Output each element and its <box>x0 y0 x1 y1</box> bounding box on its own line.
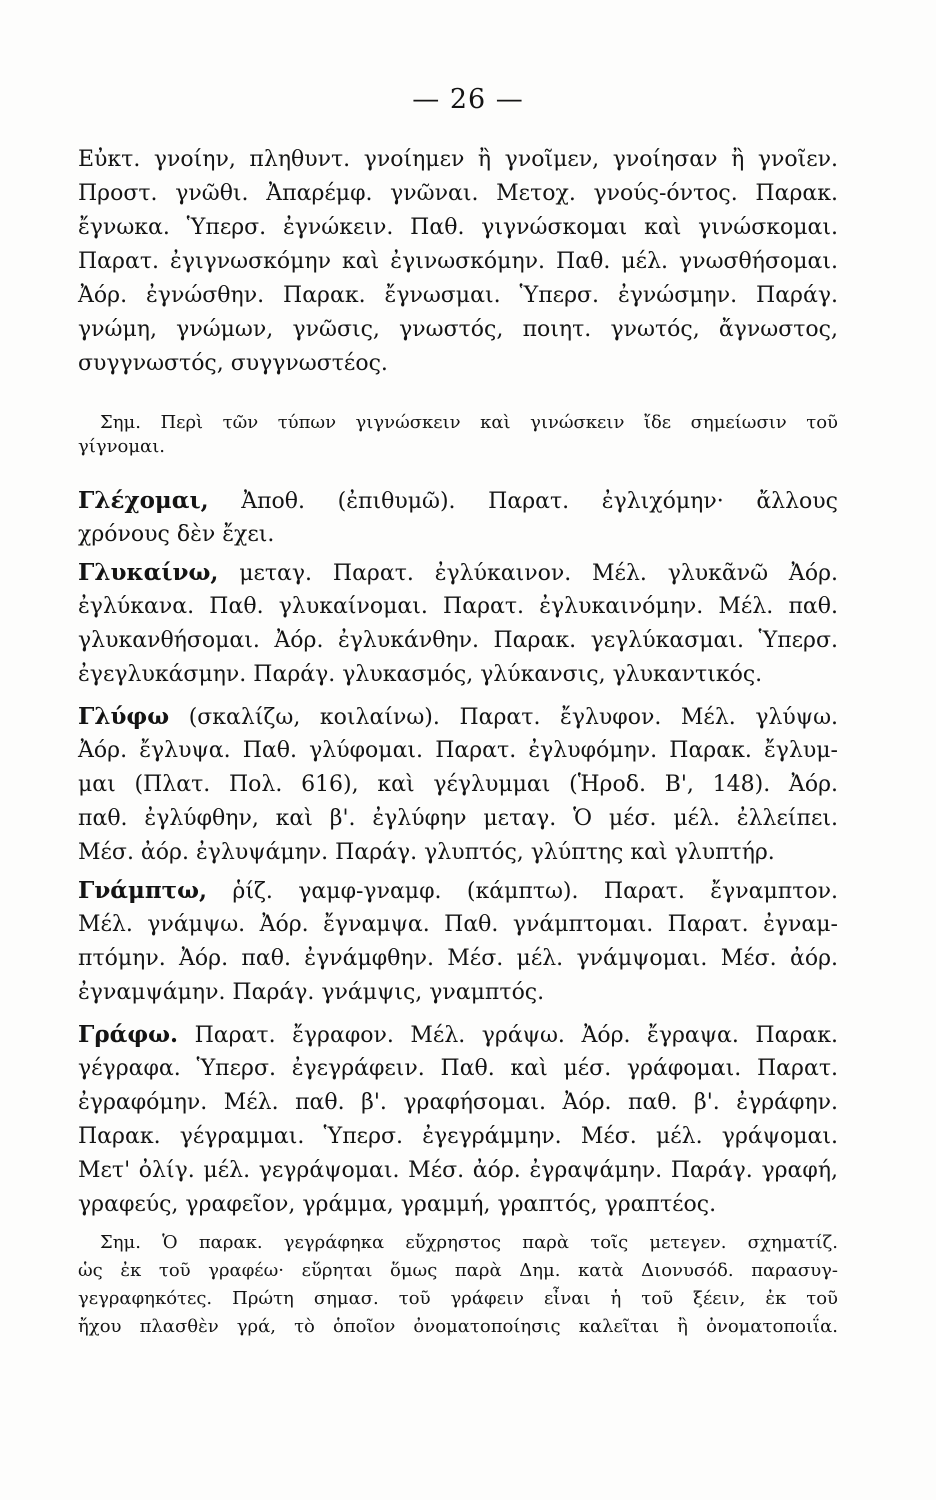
entry-text: Ἀποθ. (ἐπιθυμῶ). Παρατ. ἐγλιχόμην· ἄλλους <box>208 489 838 514</box>
entry-headword: Γλύφω <box>78 703 170 730</box>
text-line: μαι (Πλατ. Πολ. 616), καὶ γέγλυμμαι (Ἡροδ. Β', 148). Ἀόρ. <box>78 772 838 797</box>
text-line: ἐγραφόμην. Μέλ. παθ. β'. γραφήσομαι. Ἀόρ. παθ. β'. ἐγράφην. <box>78 1090 838 1115</box>
text-line: ἔγνωκα. Ὑπερσ. ἐγνώκειν. Παθ. γιγνώσκομαι καὶ γινώσκομαι. <box>78 215 838 240</box>
entry-headword: Γνάμπτω, <box>78 877 208 904</box>
note-line: γίγνομαι. <box>78 436 165 457</box>
text-line: ἐγλύκανα. Παθ. γλυκαίνομαι. Παρατ. ἐγλυκαινόμην. Μέλ. παθ. <box>78 594 838 619</box>
note-line: Σημ. Ὁ παρακ. γεγράφηκα εὔχρηστος παρὰ τοῖς μετεγεν. σχηματίζ. <box>100 1232 838 1253</box>
note-line: γεγραφηκότες. Πρώτη σημασ. τοῦ γράφειν εἶναι ἡ τοῦ ξέειν, ἐκ τοῦ <box>78 1288 838 1309</box>
text-line: χρόνους δὲν ἔχει. <box>78 522 275 547</box>
entry-text: (σκαλίζω, κοιλαίνω). Παρατ. ἔγλυφον. Μέλ. γλύψω. <box>169 705 838 730</box>
text-line: πτόμην. Ἀόρ. παθ. ἐγνάμφθην. Μέσ. μέλ. γνάμψομαι. Μέσ. ἀόρ. <box>78 946 838 971</box>
entry-text: Παρατ. ἔγραφον. Μέλ. γράψω. Ἀόρ. ἔγραψα. Παρακ. <box>178 1023 838 1048</box>
text-line: ἐγεγλυκάσμην. Παράγ. γλυκασμός, γλύκανσις, γλυκαντικός. <box>78 662 763 687</box>
entry-headword: Γράφω. <box>78 1021 179 1048</box>
text-line <box>78 700 838 734</box>
text-line: Ἀόρ. ἐγνώσθην. Παρακ. ἔγνωσμαι. Ὑπερσ. ἐγνώσμην. Παράγ. <box>78 283 838 308</box>
text-line: Ἀόρ. ἔγλυψα. Παθ. γλύφομαι. Παρατ. ἐγλυφόμην. Παρακ. ἔγλυμ- <box>78 738 838 763</box>
text-line <box>78 484 838 518</box>
entry-headword: Γλυκαίνω, <box>78 559 219 586</box>
text-line: γραφεύς, γραφεῖον, γράμμα, γραμμή, γραπτός, γραπτέος. <box>78 1192 717 1217</box>
note-line: Σημ. Περὶ τῶν τύπων γιγνώσκειν καὶ γινώσκειν ἴδε σημείωσιν τοῦ <box>100 412 838 433</box>
text-line: παθ. ἐγλύφθην, καὶ β'. ἐγλύφην μεταγ. Ὁ μέσ. μέλ. ἐλλείπει. <box>78 806 838 831</box>
text-line: συγγνωστός, συγγνωστέος. <box>78 351 388 376</box>
entry-headword: Γλέχομαι, <box>78 487 209 514</box>
page-number: — 26 — <box>412 84 524 115</box>
text-line: Παρακ. γέγραμμαι. Ὑπερσ. ἐγεγράμμην. Μέσ. μέλ. γράψομαι. <box>78 1124 838 1149</box>
text-line: γλυκανθήσομαι. Ἀόρ. ἐγλυκάνθην. Παρακ. γεγλύκασμαι. Ὑπερσ. <box>78 628 838 653</box>
text-line: γνώμη, γνώμων, γνῶσις, γνωστός, ποιητ. γνωτός, ἄγνωστος, <box>78 317 838 342</box>
text-line: Εὐκτ. γνοίην, πληθυντ. γνοίημεν ἢ γνοῖμεν, γνοίησαν ἢ γνοῖεν. <box>78 147 838 172</box>
text-line <box>78 874 838 908</box>
entry-text: μεταγ. Παρατ. ἐγλύκαινον. Μέλ. γλυκᾶνῶ Ἀόρ. <box>218 561 838 586</box>
entry-text: ῥίζ. γαμφ-γναμφ. (κάμπτω). Παρατ. ἔγναμπτον. <box>207 879 838 904</box>
text-line: Μέλ. γνάμψω. Ἀόρ. ἔγναμψα. Παθ. γνάμπτομαι. Παρατ. ἐγναμ- <box>78 912 838 937</box>
text-line <box>78 1018 838 1052</box>
text-line: Προστ. γνῶθι. Ἀπαρέμφ. γνῶναι. Μετοχ. γνούς-όντος. Παρακ. <box>78 181 838 206</box>
text-line: ἐγναμψάμην. Παράγ. γνάμψις, γναμπτός. <box>78 980 545 1005</box>
note-line: ὡς ἐκ τοῦ γραφέω· εὕρηται ὅμως παρὰ Δημ. κατὰ Διονυσόδ. παρασυγ- <box>78 1260 838 1281</box>
note-line: ἤχου πλασθὲν γρά, τὸ ὁποῖον ὀνοματοποίησις καλεῖται ἢ ὀνοματοποιΐα. <box>78 1316 838 1337</box>
text-line: γέγραφα. Ὑπερσ. ἐγεγράφειν. Παθ. καὶ μέσ. γράφομαι. Παρατ. <box>78 1056 838 1081</box>
text-line <box>78 556 838 590</box>
text-line: Μετ' ὀλίγ. μέλ. γεγράψομαι. Μέσ. ἀόρ. ἐγραψάμην. Παράγ. γραφή, <box>78 1158 838 1183</box>
text-line: Παρατ. ἐγιγνωσκόμην καὶ ἐγινωσκόμην. Παθ. μέλ. γνωσθήσομαι. <box>78 249 838 274</box>
text-line: Μέσ. ἀόρ. ἐγλυψάμην. Παράγ. γλυπτός, γλύπτης καὶ γλυπτήρ. <box>78 840 775 865</box>
